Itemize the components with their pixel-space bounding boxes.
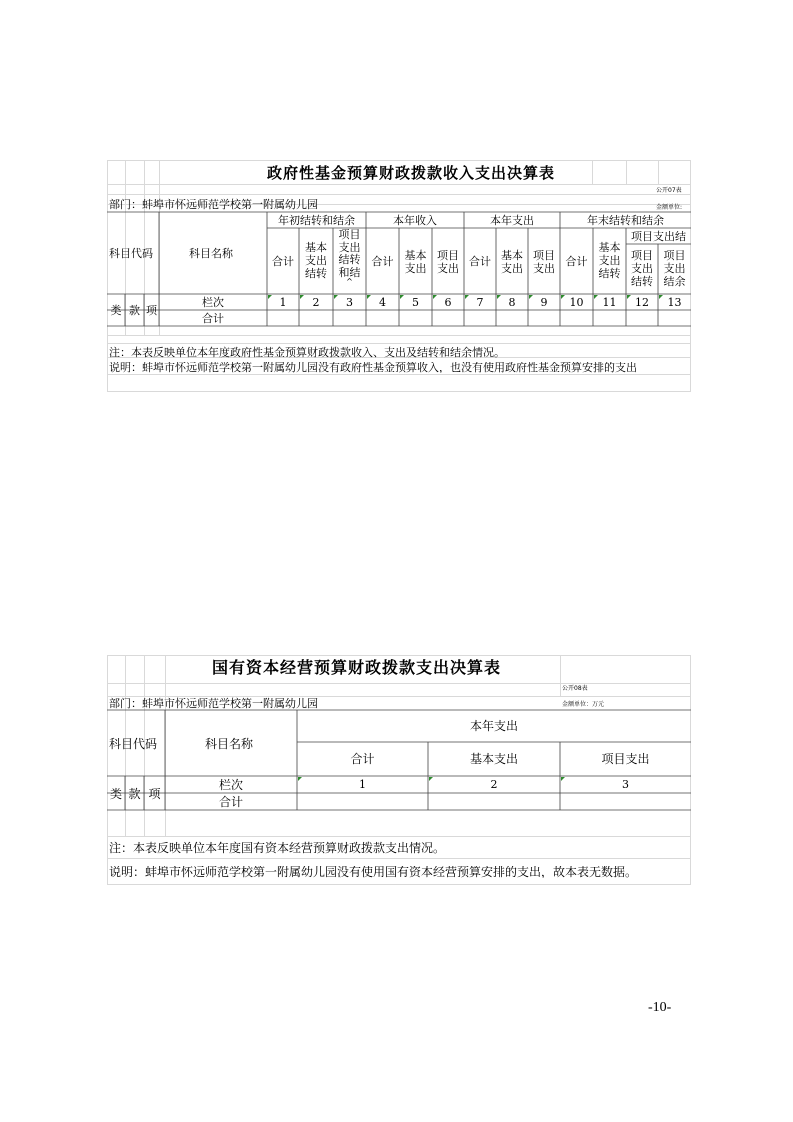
fund-col-num: 7	[476, 296, 484, 309]
cell-marker	[367, 295, 371, 299]
fund-end-basic: 基本 支出 结转	[598, 241, 621, 280]
fund-expense-total: 合计	[469, 255, 491, 268]
fund-column-seq-label: 栏次	[202, 296, 224, 309]
fund-end-total: 合计	[565, 255, 588, 268]
fund-table-title: 政府性基金预算财政拨款收入支出决算表	[267, 164, 556, 182]
capital-lei-label: 类	[109, 787, 122, 801]
state-capital-table	[107, 655, 691, 885]
fund-expense-header: 本年支出	[490, 214, 534, 227]
fund-begin-total: 合计	[272, 255, 294, 268]
fund-end-project-carry: 项目 支出 结转	[631, 249, 653, 288]
fund-subject-name-header: 科目名称	[189, 247, 233, 260]
fund-proj-end-subheader: 项目支出结	[631, 230, 686, 243]
cell-marker	[561, 777, 565, 781]
cell-marker	[659, 295, 663, 299]
capital-table-title: 国有资本经营预算财政拨款支出决算表	[212, 658, 502, 677]
capital-expense-header: 本年支出	[469, 719, 518, 733]
fund-expense-basic: 基本 支出	[501, 249, 523, 275]
fund-col-num: 6	[444, 296, 452, 309]
capital-col-num: 1	[359, 778, 366, 791]
cell-marker	[627, 295, 631, 299]
fund-income-project: 项目 支出	[437, 249, 459, 275]
capital-basic-header: 基本支出	[469, 752, 518, 766]
fund-col-num: 5	[412, 296, 419, 309]
fund-col-num: 10	[569, 296, 584, 309]
cell-marker	[529, 295, 533, 299]
fund-col-num: 8	[508, 296, 516, 309]
capital-subject-name-header: 科目名称	[205, 737, 254, 751]
fund-lei-label: 类	[110, 304, 122, 317]
capital-column-seq-label: 栏次	[218, 778, 243, 792]
fund-col-num: 9	[540, 296, 548, 309]
fund-subject-code-header: 科目代码	[109, 247, 153, 260]
fund-col-num: 13	[667, 296, 682, 309]
capital-table-note: 注：本表反映单位本年度国有资本经营预算财政拨款支出情况。	[109, 841, 446, 855]
capital-total-row-label: 合计	[218, 795, 243, 809]
fund-xiang-label: 项	[146, 304, 157, 317]
fund-income-header: 本年收入	[393, 214, 437, 227]
capital-total-header: 合计	[350, 752, 375, 766]
fund-col-num: 11	[602, 296, 617, 309]
cell-marker	[465, 295, 469, 299]
fund-col-num: 3	[346, 296, 353, 309]
fund-begin-basic: 基本 支出 结转	[305, 241, 327, 280]
fund-table-explanation: 说明：蚌埠市怀远师范学校第一附属幼儿园没有政府性基金预算收入，也没有使用政府性基金预算安排的支出	[109, 362, 637, 373]
fund-begin-balance-header: 年初结转和结余	[278, 214, 355, 227]
cell-marker	[268, 295, 272, 299]
capital-unit-label: 金额单位：万元	[562, 701, 605, 708]
fund-end-balance-header: 年末结转和结余	[587, 214, 664, 227]
fund-kuan-label: 款	[129, 304, 140, 317]
fund-expense-project: 项目 支出	[533, 249, 555, 275]
fund-begin-project: 项目 支出 结转 和结 ^	[338, 228, 361, 286]
capital-kuan-label: 款	[128, 787, 141, 801]
fund-income-basic: 基本 支出	[404, 249, 427, 275]
fund-budget-table	[107, 160, 691, 392]
page-number: -10-	[648, 1000, 672, 1015]
fund-department: 部门：蚌埠市怀远师范学校第一附属幼儿园	[109, 198, 318, 211]
fund-total-row-label: 合计	[202, 312, 224, 325]
capital-table-explanation: 说明：蚌埠市怀远师范学校第一附属幼儿园没有使用国有资本经营预算安排的支出，故本表无数据。	[109, 866, 638, 878]
capital-form-number: 公开08表	[562, 685, 588, 692]
cell-marker	[298, 777, 302, 781]
cell-marker	[429, 777, 433, 781]
fund-col-num: 12	[635, 296, 649, 309]
cell-marker	[433, 295, 437, 299]
capital-project-header: 项目支出	[601, 752, 650, 766]
capital-col-num: 2	[490, 778, 498, 791]
fund-col-num: 1	[279, 296, 287, 309]
fund-end-project-surplus: 项目 支出 结余	[663, 249, 686, 288]
cell-marker	[400, 295, 404, 299]
cell-marker	[594, 295, 598, 299]
cell-marker	[561, 295, 565, 299]
capital-col-num: 3	[622, 778, 629, 791]
fund-income-total: 合计	[371, 255, 394, 268]
fund-col-num: 4	[379, 296, 386, 309]
cell-marker	[497, 295, 501, 299]
fund-col-num: 2	[312, 296, 320, 309]
fund-unit-label: 金额单位:	[656, 204, 683, 211]
capital-department: 部门：蚌埠市怀远师范学校第一附属幼儿园	[109, 697, 318, 710]
cell-marker	[300, 295, 304, 299]
fund-table-note: 注：本表反映单位本年度政府性基金预算财政拨款收入、支出及结转和结余情况。	[109, 346, 505, 359]
cell-marker	[334, 295, 338, 299]
capital-xiang-label: 项	[148, 787, 161, 801]
fund-form-number: 公开07表	[656, 187, 682, 194]
capital-subject-code-header: 科目代码	[109, 737, 158, 751]
